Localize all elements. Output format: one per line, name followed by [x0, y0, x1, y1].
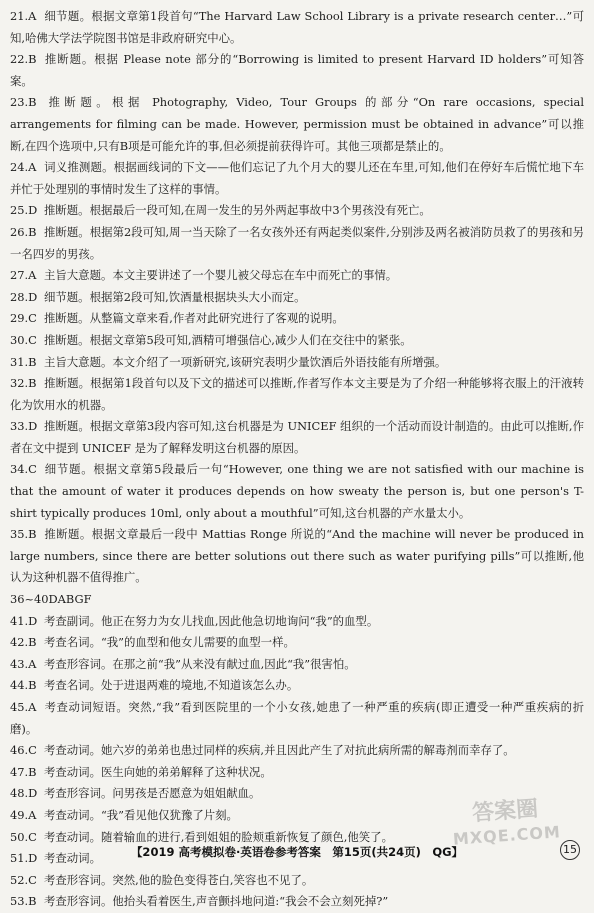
answer-explanation: 考查动词。医生向她的弟弟解释了这种状况。 [44, 764, 272, 779]
question-number: 41.D [10, 613, 38, 628]
answer-explanation: 考查副词。他正在努力为女儿找血,因此他急切地询问“我”的血型。 [44, 613, 379, 628]
answer-entry [10, 891, 584, 913]
question-number: 46.C [10, 743, 37, 758]
answer-explanation: 推断题。根据文章第3段内容可知,这台机器是为 UNICEF 组织的一个活动而设计制造的。由此可以推断,作者在文中提到 UNICEF 是为了解释发明这台机器的原因。 [10, 419, 584, 455]
answer-explanation: 推断题。根据第2段可知,周一当天除了一名女孩外还有两起类似案件,分别涉及两名被消防员救了的男孩和另一名四岁的男孩。 [10, 224, 584, 261]
answer-explanation: 主旨大意题。本文主要讲述了一个婴儿被父母忘在车中而死亡的事情。 [44, 268, 398, 283]
answer-explanation: 考查动词。“我”看见他仅犹豫了片刻。 [44, 807, 238, 822]
answer-entry [10, 200, 584, 222]
answer-entry [10, 416, 584, 459]
answer-explanation: 考查动词短语。突然,“我”看到医院里的一个小女孩,她患了一种严重的疾病(即正遭受一种严重疾病的折磨)。 [10, 700, 584, 736]
answer-explanation: 推断题。根据文章最后一段中 Mattias Ronge 所说的“And the machine will never be produced in large numbers, since there are better solutions out there such as water purifying pills”可以推断,他认为这种机器不值得推广。 [10, 527, 584, 585]
answer-explanation: 推断题。根据 Please note 部分的“Borrowing is limited to present Harvard ID holders”可知答案。 [10, 52, 584, 88]
answer-explanation: 考查形容词。他抬头看着医生,声音颤抖地问道:“我会不会立刻死掉?” [44, 894, 389, 909]
answer-explanation: 细节题。根据文章第5段最后一句“However, one thing we are not satisfied with our machine is that the amount of water it produces depends on how sweaty the person is, but one person's T-shirt typically produces 10ml, only about a mouthful”可知,这台机器的产水量太小。 [10, 462, 584, 520]
page-number-badge: 15 [560, 840, 580, 860]
answer-entry [10, 459, 584, 524]
answer-entry [10, 589, 584, 611]
answer-entry [10, 352, 584, 374]
question-number: 23.B [10, 95, 37, 110]
answer-entry [10, 740, 584, 762]
question-number: 42.B [10, 635, 37, 650]
answer-explanation: 考查动词。她六岁的弟弟也患过同样的疾病,并且因此产生了对抗此病所需的解毒剂而幸存了。 [44, 743, 515, 758]
question-number: 53.B [10, 894, 37, 909]
question-number: 35.B [10, 527, 37, 542]
answer-entry [10, 697, 584, 740]
question-number: 27.A [10, 268, 37, 283]
answer-entry [10, 654, 584, 676]
answer-entry [10, 92, 584, 157]
answer-entry [10, 157, 584, 200]
question-number: 25.D [10, 203, 38, 218]
answer-explanation: 考查形容词。在那之前“我”从来没有献过血,因此“我”很害怕。 [44, 656, 356, 671]
answer-explanation: 考查名词。处于进退两难的境地,不知道该怎么办。 [44, 678, 299, 693]
answer-entry [10, 870, 584, 892]
page-footer: 【2019 高考模拟卷·英语卷参考答案 第15页(共24页) QG】 [130, 845, 464, 859]
answer-explanation: 考查动词。 [44, 851, 101, 866]
watermark-url: MXQE.COM [452, 822, 562, 849]
answer-entry [10, 524, 584, 589]
question-number: 34.C [10, 462, 37, 477]
watermark-title: 答案圈 [471, 796, 539, 827]
answer-entry [10, 675, 584, 697]
question-number: 26.B [10, 224, 37, 239]
question-number: 32.B [10, 376, 37, 391]
question-number: 22.B [10, 52, 37, 67]
answer-explanation: 细节题。根据第2段可知,饮酒量根据块头大小而定。 [44, 289, 306, 304]
question-number: 36~40 [10, 592, 49, 607]
question-number: 47.B [10, 764, 37, 779]
answer-entry [10, 265, 584, 287]
question-number: 21.A [10, 9, 37, 23]
question-number: 28.D [10, 289, 38, 304]
answer-explanation: DABGF [48, 592, 92, 607]
answer-explanation: 考查形容词。问男孩是否愿意为姐姐献血。 [44, 786, 261, 801]
answer-explanation: 推断题。根据 Photography, Video, Tour Groups 的部分“On rare occasions, special arrangements for filming can be made. However, permission must be obtained in advance”可以推断,在四个选项中,只有B项是可能允许的事,但必须提前获得许可。其他三项都是禁止的。 [10, 95, 584, 153]
question-number: 29.C [10, 311, 37, 326]
answer-explanation: 词义推测题。根据画线词的下文——他们忘记了九个月大的婴儿还在车里,可知,他们在停好车后慌忙地下车并忙于处理别的事情时发生了这样的事情。 [10, 160, 584, 196]
answer-explanation: 推断题。从整篇文章来看,作者对此研究进行了客观的说明。 [44, 311, 344, 326]
question-number: 43.A [10, 656, 37, 671]
question-number: 24.A [10, 160, 37, 175]
answer-explanation: 推断题。根据第1段首句以及下文的描述可以推断,作者写作本文主要是为了介绍一种能够将衣服上的汗液转化为饮用水的机器。 [10, 376, 584, 412]
question-number: 45.A [10, 700, 37, 714]
answer-explanation: 推断题。根据最后一段可知,在周一发生的另外两起事故中3个男孩没有死亡。 [44, 203, 431, 218]
answer-entry [10, 632, 584, 654]
answer-entry [10, 222, 584, 265]
answer-key-page [10, 6, 584, 913]
answer-explanation: 主旨大意题。本文介绍了一项新研究,该研究表明少量饮酒后外语技能有所增强。 [44, 354, 447, 369]
question-number: 50.C [10, 829, 37, 844]
answer-entry [10, 287, 584, 309]
answer-entry [10, 49, 584, 92]
answer-entry [10, 762, 584, 784]
question-number: 51.D [10, 851, 38, 866]
answer-explanation: 考查形容词。突然,他的脸色变得苍白,笑容也不见了。 [44, 872, 314, 887]
question-number: 52.C [10, 872, 37, 887]
answer-entry [10, 373, 584, 416]
answer-entry [10, 6, 584, 49]
answer-explanation: 细节题。根据文章第1段首句“The Harvard Law School Library is a private research center…”可知,哈佛大学法学院图书馆是非政府研究中心。 [10, 9, 584, 45]
question-number: 49.A [10, 807, 37, 822]
question-number: 30.C [10, 332, 37, 347]
answer-explanation: 考查动词。随着输血的进行,看到姐姐的脸颊重新恢复了颜色,他笑了。 [44, 829, 393, 844]
question-number: 44.B [10, 678, 37, 693]
question-number: 33.D [10, 419, 38, 434]
answer-explanation: 考查名词。“我”的血型和他女儿需要的血型一样。 [44, 635, 295, 650]
question-number: 48.D [10, 786, 38, 801]
question-number: 31.B [10, 354, 37, 369]
answer-explanation: 推断题。根据文章第5段可知,酒精可增强信心,减少人们在交往中的紧张。 [44, 332, 412, 347]
answer-entry [10, 611, 584, 633]
answer-entry [10, 308, 584, 330]
answer-entry [10, 330, 584, 352]
